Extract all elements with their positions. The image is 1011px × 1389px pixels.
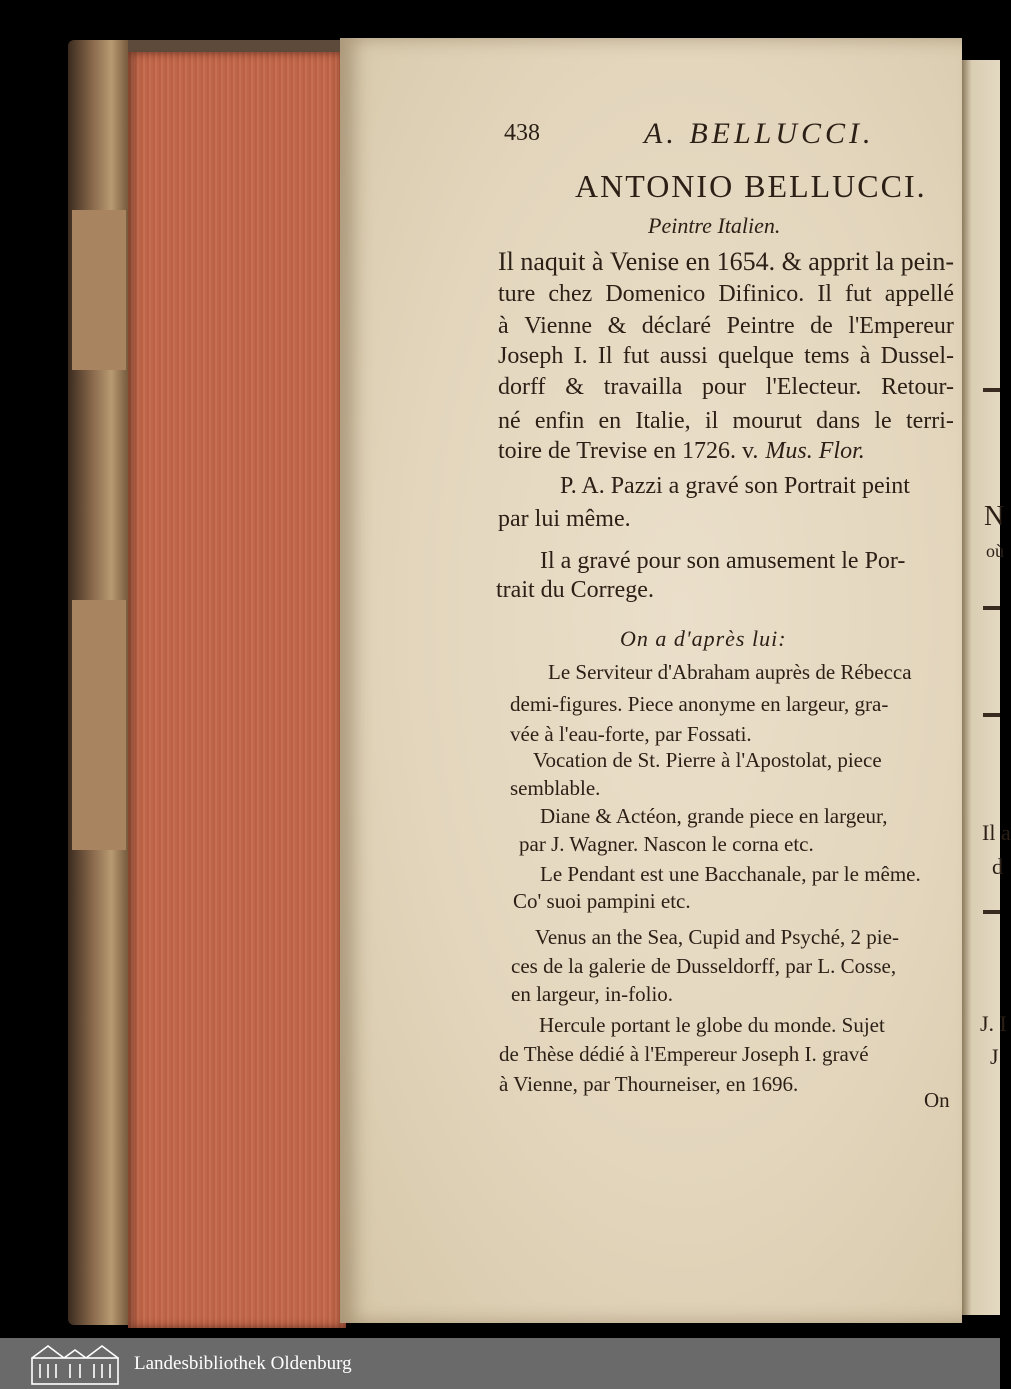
- text-word: ture: [498, 281, 536, 307]
- text-word: Vienne: [524, 313, 593, 339]
- text-word: dorff: [498, 374, 546, 400]
- page-number: 438: [504, 120, 540, 146]
- work-entry-line: Venus an the Sea, Cupid and Psyché, 2 pie-: [535, 925, 899, 949]
- portrait-note-line: par lui même.: [498, 506, 631, 532]
- work-entry-line: par J. Wagner. Nascon le corna etc.: [519, 832, 814, 856]
- text-word: chez: [548, 281, 593, 307]
- work-entry-line: Le Pendant est une Bacchanale, par le même.: [540, 862, 921, 886]
- text-line: [498, 281, 954, 308]
- book-cover: [68, 40, 130, 1325]
- work-entry-line: en largeur, in-folio.: [511, 982, 674, 1006]
- text-word: pour: [702, 374, 747, 400]
- text-word: déclaré: [641, 313, 712, 339]
- work-entry-line: ces de la galerie de Dusseldorff, par L. Cosse,: [511, 954, 897, 978]
- work-entry-line: Diane & Actéon, grande piece en largeur,: [540, 804, 888, 828]
- work-entry-line: demi-figures. Piece anonyme en largeur, gra-: [510, 692, 889, 716]
- text-word: travailla: [603, 374, 683, 400]
- text-word: tems: [804, 343, 850, 369]
- work-entry-line: Le Serviteur d'Abraham auprès de Rébecca: [548, 660, 912, 684]
- adjacent-fragment: J: [990, 1044, 999, 1069]
- text-word: Il: [597, 343, 613, 369]
- text-line: [498, 247, 954, 277]
- text-word: Mus. Flor.: [765, 438, 865, 464]
- text-word: &: [781, 247, 802, 276]
- text-word: Il naquit: [498, 247, 586, 276]
- text-word: Retour-: [881, 374, 954, 400]
- text-word: Domenico: [605, 281, 706, 307]
- adjacent-rule: [983, 910, 1000, 914]
- work-entry-line: Hercule portant le globe du monde. Sujet: [539, 1013, 885, 1037]
- page-block-edge: [128, 52, 346, 1328]
- text-line: [498, 374, 954, 401]
- text-line: [498, 408, 954, 435]
- section-heading: On a d'après lui:: [620, 626, 787, 651]
- engraving-note-line: trait du Correge.: [496, 577, 654, 603]
- text-word: la: [875, 247, 895, 276]
- entry-heading: ANTONIO BELLUCCI.: [575, 168, 927, 204]
- adjacent-rule: [983, 388, 1000, 392]
- text-word: &: [607, 313, 627, 339]
- text-word: le: [874, 408, 892, 434]
- running-head: A. BELLUCCI.: [644, 117, 875, 150]
- text-word: Difinico.: [718, 281, 805, 307]
- catchword: On: [924, 1088, 950, 1112]
- text-word: Venise: [609, 247, 680, 276]
- work-entry-line: Vocation de St. Pierre à l'Apostolat, piece: [533, 748, 882, 772]
- work-entry-line: à Vienne, par Thourneiser, en 1696.: [499, 1072, 799, 1096]
- text-word: à: [859, 343, 871, 369]
- adjacent-rule: [983, 713, 1000, 717]
- work-entry-line: vée à l'eau-forte, par Fossati.: [510, 722, 752, 746]
- adjacent-fragment: N: [984, 501, 1005, 532]
- text-word: l'Electeur.: [765, 374, 862, 400]
- library-footer: [0, 1338, 1000, 1389]
- work-entry-line: de Thèse dédié à l'Empereur Joseph I. gravé: [499, 1042, 869, 1066]
- text-word: apprit: [808, 247, 869, 276]
- text-word: l'Empereur: [848, 313, 954, 339]
- adjacent-fragment: Il a: [982, 820, 1011, 845]
- library-building-icon: [26, 1342, 124, 1386]
- text-line: [498, 438, 954, 465]
- text-word: fut: [845, 281, 872, 307]
- text-word: mourut: [732, 408, 802, 434]
- text-word: né: [498, 408, 521, 434]
- portrait-note-line: P. A. Pazzi a gravé son Portrait peint: [560, 473, 910, 499]
- work-entry-line: Co' suoi pampini etc.: [513, 889, 691, 913]
- text-word: enfin: [534, 408, 585, 434]
- text-word: à: [498, 313, 509, 339]
- text-word: appellé: [884, 281, 954, 307]
- text-word: de: [810, 313, 833, 339]
- text-word: Italie,: [635, 408, 691, 434]
- text-word: en: [598, 408, 622, 434]
- text-word: en: [685, 247, 711, 276]
- text-word: à: [591, 247, 604, 276]
- engraving-note-line: Il a gravé pour son amusement le Por-: [540, 548, 906, 574]
- text-word: pein-: [900, 247, 954, 276]
- text-word: Dussel-: [880, 343, 954, 369]
- text-word: il: [704, 408, 719, 434]
- text-word: Joseph: [498, 343, 564, 369]
- text-word: Peintre: [726, 313, 795, 339]
- text-word: fut: [622, 343, 650, 369]
- text-word: &: [565, 374, 584, 400]
- adjacent-page: [962, 60, 1000, 1315]
- text-line: [498, 343, 954, 370]
- text-line: [498, 313, 954, 340]
- library-name: Landesbibliothek Oldenburg: [134, 1352, 352, 1374]
- adjacent-fragment: d: [992, 854, 1003, 879]
- adjacent-rule: [983, 606, 1000, 610]
- text-word: 1654.: [716, 247, 776, 276]
- entry-subheading: Peintre Italien.: [648, 213, 781, 238]
- work-entry-line: semblable.: [510, 776, 601, 800]
- text-word: dans: [816, 408, 861, 434]
- text-word: terri-: [905, 408, 954, 434]
- adjacent-fragment: J. I: [980, 1011, 1007, 1036]
- text-word: Il: [817, 281, 832, 307]
- text-word: I.: [573, 343, 588, 369]
- text-word: toire de Trevise en 1726. v.: [498, 438, 759, 464]
- adjacent-fragment: où: [986, 541, 1004, 561]
- text-word: quelque: [717, 343, 794, 369]
- text-word: aussi: [659, 343, 708, 369]
